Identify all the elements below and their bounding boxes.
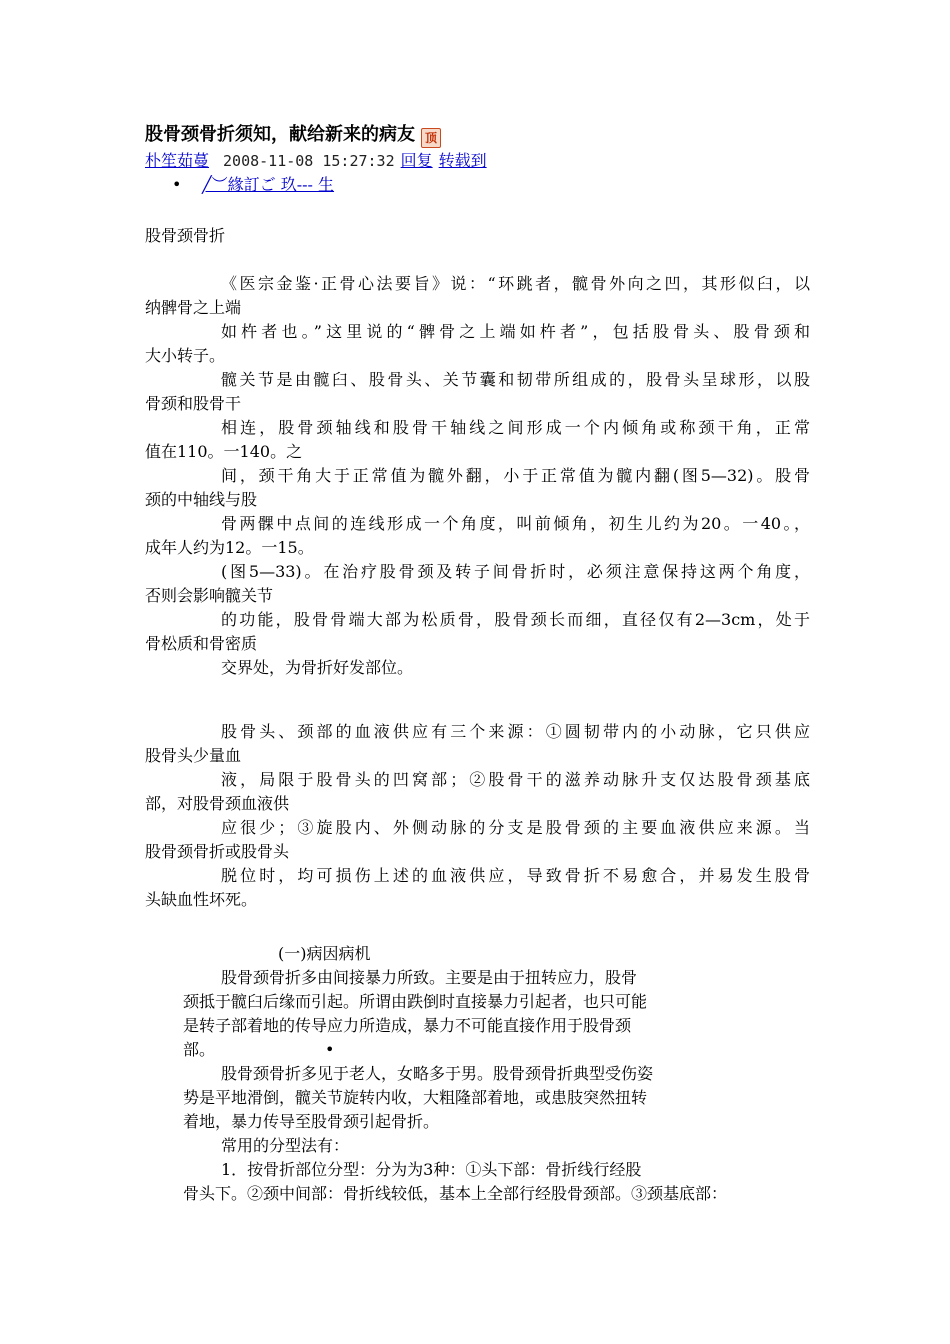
text-line: 股骨头少量血 — [145, 746, 242, 765]
repost-target-link[interactable]: ╱︶緣訂ご 玖--- 生 — [202, 175, 335, 194]
stray-dot: • — [325, 1040, 335, 1059]
text-line: 液，局限于股骨头的凹窝部；②股骨干的滋养动脉升支仅达股骨颈基底 — [221, 770, 810, 789]
paragraph-anatomy — [145, 272, 810, 680]
text-line: 髋关节是由髋臼、股骨头、关节囊和韧带所组成的，股骨头呈球形，以股 — [221, 370, 810, 389]
text-line: 股骨颈骨折或股骨头 — [145, 842, 290, 861]
text-line: 成年人约为12。一15。 — [145, 538, 314, 557]
text-line: 1．按骨折部位分型：分为为3种：①头下部：骨折线行经股 — [221, 1160, 642, 1179]
post-title — [145, 122, 441, 148]
text-line: 势是平地滑倒，髋关节旋转内收，大粗隆部着地，或患肢突然扭转 — [183, 1088, 648, 1107]
text-line: 值在110。一140。之 — [145, 442, 303, 461]
text-line: 是转子部着地的传导应力所造成，暴力不可能直接作用于股骨颈 — [183, 1016, 632, 1035]
text-line: 股骨头、颈部的血液供应有三个来源：①圆韧带内的小动脉，它只供应 — [221, 722, 810, 741]
text-line: 的功能，股骨骨端大部为松质骨，股骨颈长而细，直径仅有2—3cm，处于 — [221, 610, 810, 629]
pinned-top-icon: 顶 — [421, 128, 441, 148]
paragraph-etiology — [183, 966, 798, 1062]
subsection-heading: (一)病因病机 — [278, 944, 371, 963]
text-line — [183, 1038, 798, 1062]
text-line: 头缺血性坏死。 — [145, 890, 258, 909]
text-line: 骨松质和骨密质 — [145, 634, 258, 653]
text-fragment: 部。 — [183, 1040, 216, 1059]
text-line: 颈的中轴线与股 — [145, 490, 258, 509]
text-line: 相连，股骨颈轴线和股骨干轴线之间形成一个内倾角或称颈干角，正常 — [221, 418, 810, 437]
post-title-text: 股骨颈骨折须知，献给新来的病友 — [145, 124, 415, 145]
reply-link[interactable]: 回复 — [400, 151, 433, 170]
author-link[interactable]: 朴笙茹蔓 — [145, 151, 210, 170]
text-line: 大小转子。 — [145, 346, 226, 365]
repost-target-list-item — [172, 174, 334, 196]
text-line: (图5—33)。在治疗股骨颈及转子间骨折时，必须注意保持这两个角度， — [221, 562, 810, 581]
text-line: 交界处，为骨折好发部位。 — [221, 658, 414, 677]
text-line: 如杵者也。”这里说的“髀骨之上端如杵者”，包括股骨头、股骨颈和 — [221, 322, 810, 341]
text-line: 间，颈干角大于正常值为髋外翻，小于正常值为髋内翻(图5—32)。股骨 — [221, 466, 810, 485]
text-line: 《医宗金鉴·正骨心法要旨》说：“环跳者，髋骨外向之凹，其形似臼，以 — [221, 274, 810, 293]
text-line: 脱位时，均可损伤上述的血液供应，导致骨折不易愈合，并易发生股骨 — [221, 866, 810, 885]
post-meta — [145, 150, 487, 172]
text-line: 骨颈和股骨干 — [145, 394, 242, 413]
text-line: 股骨颈骨折多见于老人，女略多于男。股骨颈骨折典型受伤姿 — [221, 1064, 654, 1083]
post-timestamp: 2008-11-08 15:27:32 — [223, 152, 395, 170]
text-line: 常用的分型法有： — [221, 1136, 350, 1155]
text-line: 否则会影响髋关节 — [145, 586, 274, 605]
paragraph-classification — [183, 1062, 798, 1206]
text-line: 应很少；③旋股内、外侧动脉的分支是股骨颈的主要血液供应来源。当 — [221, 818, 810, 837]
text-line: 股骨颈骨折多由间接暴力所致。主要是由于扭转应力，股骨 — [221, 968, 638, 987]
text-line: 着地，暴力传导至股骨颈引起骨折。 — [183, 1112, 440, 1131]
text-line: 骨头下。②颈中间部：骨折线较低，基本上全部行经股骨颈部。③颈基底部： — [183, 1184, 728, 1203]
text-line: 部，对股骨颈血液供 — [145, 794, 290, 813]
text-line: 骨两髁中点间的连线形成一个角度，叫前倾角，初生儿约为20。一40。， — [221, 514, 810, 533]
section-title: 股骨颈骨折 — [145, 226, 226, 245]
text-line: 纳髀骨之上端 — [145, 298, 242, 317]
paragraph-blood-supply — [145, 720, 810, 912]
repost-link[interactable]: 转载到 — [438, 151, 487, 170]
text-line: 颈抵于髋臼后缘而引起。所谓由跌倒时直接暴力引起者，也只可能 — [183, 992, 648, 1011]
bullet-icon: • — [172, 175, 182, 194]
